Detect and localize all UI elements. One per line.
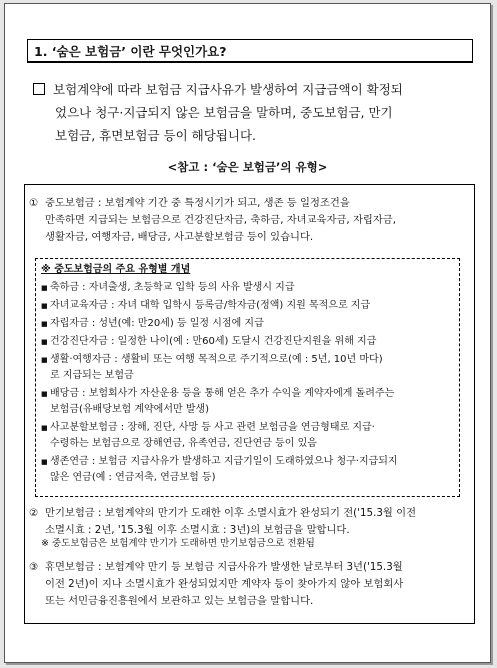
document-page: [4, 3, 491, 663]
type-line: 않은 연금(예 : 연금저축, 연금보험 등): [50, 472, 216, 483]
section2-line-2: 소멸시효 : 2년, '15.3월 이후 소멸시효 : 3년)의 보험금을 말합니다.: [45, 524, 350, 536]
type-line: 보험금(유배당보험 계약에서만 발생): [50, 404, 210, 415]
type-line: ■ 자녀교육자금 : 자녀 대학 입학시 등록금/학자금(정액) 지원 목적으로 지급: [50, 300, 371, 311]
section2-line-1: 만기보험금 : 보험계약의 만기가 도래한 이후 소멸시효가 완성되기 전('15.3월 이전: [45, 507, 417, 519]
section-maturity: [29, 505, 469, 539]
section2-note: ※ 중도보험금은 보험계약 만기가 도래하면 만기보험금으로 전환됨: [41, 538, 315, 549]
type-line: 로 지급되는 보험금: [50, 370, 134, 381]
section3-line-2: 이전 2년)이 지나 소멸시효가 완성되었지만 계약자 등이 찾아가지 않아 보험회사: [45, 578, 404, 590]
type-item: [41, 352, 454, 384]
section-number: ②: [29, 507, 39, 519]
type-line: ■ 사고분할보험금 : 장해, 진단, 사망 등 사고 관련 보험금을 연금형태로 지급·: [50, 422, 375, 433]
type-item: [41, 454, 454, 486]
section-number: ①: [29, 197, 39, 209]
type-item: [41, 420, 454, 452]
heading-text: 1. ‘숨은 보험금’ 이란 무엇인가요?: [34, 44, 227, 59]
section1-line-1: 중도보험금 : 보험계약 기간 중 특정시기가 되고, 생존 등 일정조건을: [45, 197, 350, 209]
type-item: [41, 386, 454, 418]
type-line: ■ 자립자금 : 성년(예: 만20세) 등 일정 시점에 지급: [50, 318, 264, 329]
intro-line-3: 보험금, 휴면보험금 등이 해당됩니다.: [55, 128, 256, 143]
type-line: ■ 축하금 : 자녀출생, 초등학교 입학 등의 사유 발생시 지급: [50, 282, 295, 293]
type-item: [41, 334, 454, 350]
intro-line-2: 었으나 청구·지급되지 않은 보험금을 말하며, 중도보험금, 만기: [55, 105, 393, 120]
section1-line-3: 생활자금, 여행자금, 배당금, 사고분할보험금 등이 있습니다.: [45, 231, 314, 243]
intro-paragraph: [33, 78, 473, 147]
section-dormant: [29, 559, 469, 610]
section-midterm: [29, 195, 469, 246]
type-item: [41, 316, 454, 332]
reference-box: [24, 184, 475, 624]
section1-line-2: 만족하면 지급되는 보험금으로 건강진단자금, 축하금, 자녀교육자금, 자립자금,: [45, 214, 397, 226]
reference-title: <참고 : ‘숨은 보험금’의 유형>: [167, 160, 328, 174]
type-line: ■ 배당금 : 보험회사가 자산운용 등을 통해 얻은 추가 수익을 계약자에게 돌려주는: [50, 388, 395, 399]
type-line: ■ 건강진단자금 : 일정한 나이(예 : 만60세) 도달시 건강진단지원을 위해 지급: [50, 336, 377, 347]
section3-line-3: 또는 서민금융진흥원에서 보관하고 있는 보험금을 말합니다.: [45, 595, 314, 607]
types-box-title: ※ 중도보험금의 주요 유형별 개념: [41, 264, 191, 275]
types-box: [35, 258, 460, 497]
checkbox-bullet-icon: [33, 83, 45, 95]
type-item: [41, 280, 454, 296]
type-line: ■ 생존연금 : 보험금 지급사유가 발생하고 지급기일이 도래하였으나 청구·지급되지: [50, 456, 398, 467]
type-line: 수령하는 보험금으로 장해연금, 유족연금, 진단연금 등이 있음: [50, 438, 317, 449]
section-number: ③: [29, 561, 39, 573]
intro-line-1: 보험계약에 따라 보험금 지급사유가 발생하여 지급금액이 확정되: [53, 82, 403, 97]
type-item: [41, 298, 454, 314]
section-heading: [27, 39, 473, 63]
section3-line-1: 휴면보험금 : 보험계약 만기 등 보험금 지급사유가 발생한 날로부터 3년('15.3월: [45, 561, 403, 573]
type-line: ■ 생활·여행자금 : 생활비 또는 여행 목적으로 주기적으로(예 : 5년, 10년 마다): [50, 354, 383, 365]
